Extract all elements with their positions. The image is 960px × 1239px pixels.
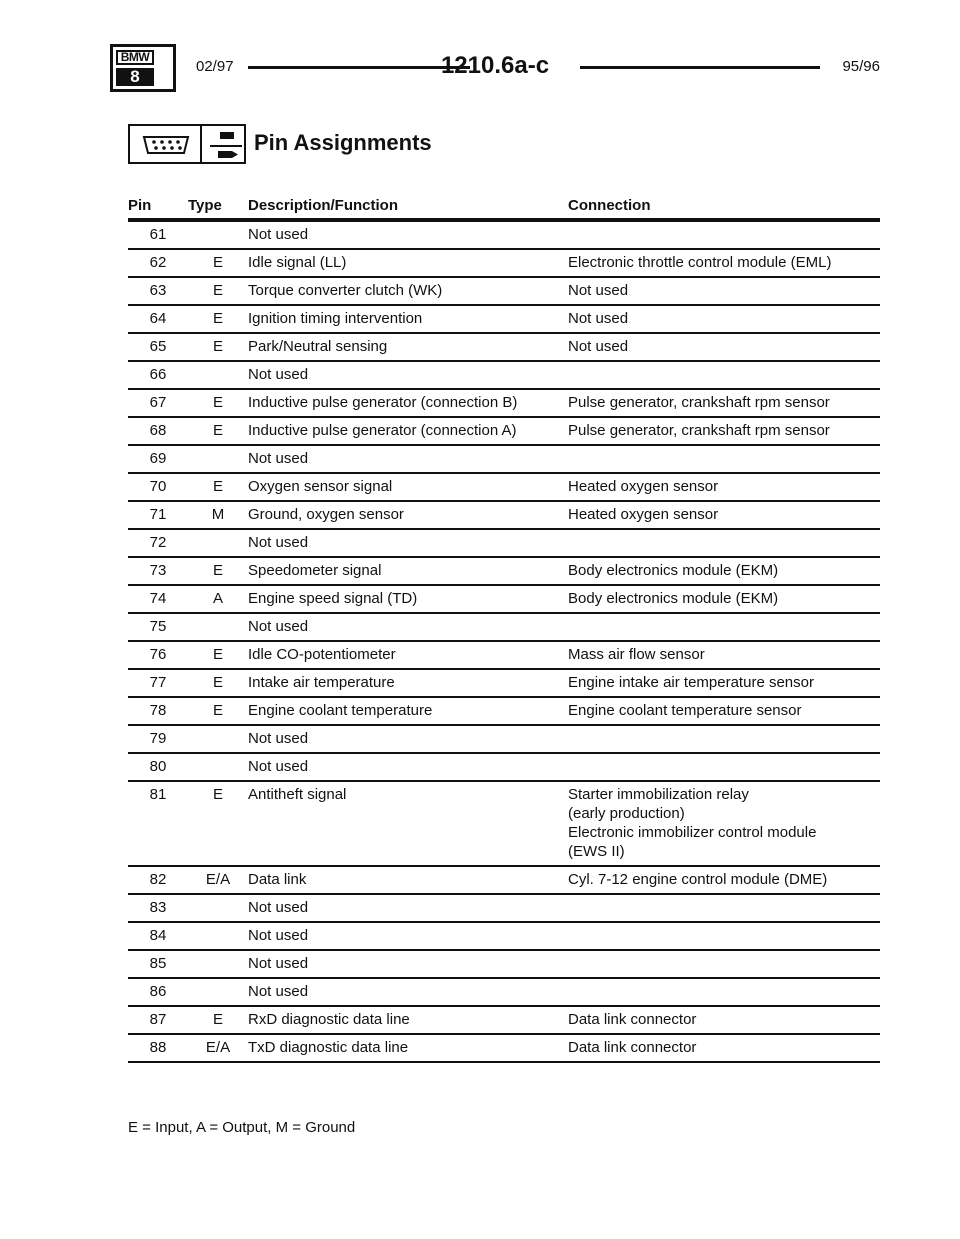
cell-connection <box>568 277 880 305</box>
cell-connection <box>568 922 880 950</box>
cell-connection <box>568 305 880 333</box>
table-header-row <box>128 192 880 220</box>
connection-line: Heated oxygen sensor <box>568 506 719 523</box>
cell-connection <box>568 950 880 978</box>
table-row <box>128 585 880 613</box>
cell-pin: 88 <box>128 1034 188 1062</box>
table-row <box>128 417 880 445</box>
cell-type: E <box>188 389 248 417</box>
cell-description: Not used <box>248 361 568 389</box>
table-row <box>128 557 880 585</box>
cell-pin: 68 <box>128 417 188 445</box>
cell-description: Not used <box>248 725 568 753</box>
cell-type <box>188 950 248 978</box>
table-row <box>128 950 880 978</box>
cell-pin: 67 <box>128 389 188 417</box>
connection-line: Electronic throttle control module (EML) <box>568 254 832 271</box>
cell-pin: 72 <box>128 529 188 557</box>
connection-line: Engine intake air temperature sensor <box>568 674 814 691</box>
cell-pin: 75 <box>128 613 188 641</box>
cell-pin: 76 <box>128 641 188 669</box>
table-row <box>128 277 880 305</box>
cell-description: Engine speed signal (TD) <box>248 585 568 613</box>
table-row <box>128 894 880 922</box>
header-rule-right <box>580 66 820 69</box>
connection-line: Mass air flow sensor <box>568 646 705 663</box>
cell-type: E <box>188 277 248 305</box>
cell-connection <box>568 978 880 1006</box>
cell-pin: 62 <box>128 249 188 277</box>
cell-pin: 61 <box>128 220 188 249</box>
connection-line: Body electronics module (EKM) <box>568 590 779 607</box>
connection-line: Pulse generator, crankshaft rpm sensor <box>568 394 830 411</box>
table-body <box>128 220 880 1062</box>
cell-connection <box>568 697 880 725</box>
cell-type: A <box>188 585 248 613</box>
connector-icon <box>140 135 192 155</box>
table-row <box>128 669 880 697</box>
connection-line: Not used <box>568 338 629 355</box>
cell-connection <box>568 445 880 473</box>
connection-line: Data link connector <box>568 1011 697 1028</box>
cell-description: Antitheft signal <box>248 781 568 866</box>
cell-connection <box>568 249 880 277</box>
header-doc-code: 1210.6a-c <box>440 52 550 79</box>
section-title: Pin Assignments <box>254 130 432 155</box>
cell-description: Not used <box>248 894 568 922</box>
cell-description: Inductive pulse generator (connection A) <box>248 417 568 445</box>
type-legend: E = Input, A = Output, M = Ground <box>128 1119 356 1136</box>
cell-description: Data link <box>248 866 568 894</box>
cell-type <box>188 445 248 473</box>
connection-line: Not used <box>568 310 629 327</box>
table-row <box>128 1034 880 1062</box>
connection-line: Starter immobilization relay <box>568 786 749 803</box>
connection-line: Heated oxygen sensor <box>568 478 719 495</box>
cell-type: E <box>188 417 248 445</box>
cell-connection <box>568 585 880 613</box>
cell-pin: 63 <box>128 277 188 305</box>
cell-type <box>188 978 248 1006</box>
cell-type: E <box>188 473 248 501</box>
connection-line: Data link connector <box>568 1039 697 1056</box>
connection-line: Not used <box>568 282 629 299</box>
icon-divider <box>200 126 202 162</box>
table-row <box>128 641 880 669</box>
cell-type: E <box>188 781 248 866</box>
cell-connection <box>568 613 880 641</box>
cell-pin: 80 <box>128 753 188 781</box>
col-header-description: Description/Function <box>248 192 568 220</box>
col-header-type: Type <box>188 192 248 220</box>
cell-connection <box>568 220 880 249</box>
cell-pin: 79 <box>128 725 188 753</box>
cell-pin: 70 <box>128 473 188 501</box>
table-row <box>128 501 880 529</box>
cell-connection <box>568 389 880 417</box>
cell-connection <box>568 641 880 669</box>
cell-pin: 66 <box>128 361 188 389</box>
table-row <box>128 529 880 557</box>
table-row <box>128 220 880 249</box>
cell-connection <box>568 894 880 922</box>
cell-type <box>188 894 248 922</box>
cell-type: E <box>188 305 248 333</box>
section-icon-box <box>128 124 246 164</box>
cell-type <box>188 753 248 781</box>
logo-text-bmw: BMW <box>116 50 154 65</box>
page-header <box>110 44 880 92</box>
cell-type <box>188 529 248 557</box>
cell-type <box>188 922 248 950</box>
cell-type <box>188 613 248 641</box>
cell-connection <box>568 501 880 529</box>
connection-line: Engine coolant temperature sensor <box>568 702 802 719</box>
cell-connection <box>568 866 880 894</box>
table-row <box>128 473 880 501</box>
cell-description: Idle CO-potentiometer <box>248 641 568 669</box>
cell-pin: 82 <box>128 866 188 894</box>
cell-pin: 85 <box>128 950 188 978</box>
table-row <box>128 613 880 641</box>
cell-type: E <box>188 641 248 669</box>
cell-description: Inductive pulse generator (connection B) <box>248 389 568 417</box>
cell-pin: 65 <box>128 333 188 361</box>
cell-description: Not used <box>248 922 568 950</box>
col-header-pin: Pin <box>128 192 188 220</box>
connection-line: Cyl. 7-12 engine control module (DME) <box>568 871 828 888</box>
pin-assignment-table <box>128 192 880 1063</box>
cell-connection <box>568 529 880 557</box>
table-row <box>128 753 880 781</box>
cell-type <box>188 725 248 753</box>
cell-type: M <box>188 501 248 529</box>
table-row <box>128 1006 880 1034</box>
cell-pin: 69 <box>128 445 188 473</box>
cell-type: E <box>188 249 248 277</box>
cell-connection <box>568 361 880 389</box>
cell-description: Park/Neutral sensing <box>248 333 568 361</box>
table-row <box>128 725 880 753</box>
cell-description: Not used <box>248 950 568 978</box>
cell-description: Engine coolant temperature <box>248 697 568 725</box>
cell-connection <box>568 1034 880 1062</box>
cell-pin: 78 <box>128 697 188 725</box>
cell-type: E <box>188 557 248 585</box>
cell-type: E <box>188 333 248 361</box>
cell-description: Speedometer signal <box>248 557 568 585</box>
cell-connection <box>568 753 880 781</box>
cell-pin: 84 <box>128 922 188 950</box>
cell-type: E <box>188 669 248 697</box>
cell-pin: 73 <box>128 557 188 585</box>
bmw-8-logo <box>110 44 176 92</box>
connection-line: (EWS II) <box>568 843 625 860</box>
cell-description: Oxygen sensor signal <box>248 473 568 501</box>
cell-description: TxD diagnostic data line <box>248 1034 568 1062</box>
cell-description: Idle signal (LL) <box>248 249 568 277</box>
connection-line: (early production) <box>568 805 685 822</box>
cell-description: Not used <box>248 753 568 781</box>
cell-pin: 87 <box>128 1006 188 1034</box>
cell-pin: 81 <box>128 781 188 866</box>
table-row <box>128 305 880 333</box>
table-row <box>128 978 880 1006</box>
cell-connection <box>568 669 880 697</box>
cell-description: RxD diagnostic data line <box>248 1006 568 1034</box>
cell-description: Ground, oxygen sensor <box>248 501 568 529</box>
cell-description: Ignition timing intervention <box>248 305 568 333</box>
logo-text-8: 8 <box>116 68 154 86</box>
cell-type <box>188 361 248 389</box>
cell-description: Not used <box>248 220 568 249</box>
connection-line: Pulse generator, crankshaft rpm sensor <box>568 422 830 439</box>
table-row <box>128 697 880 725</box>
table-row <box>128 781 880 866</box>
cell-description: Not used <box>248 613 568 641</box>
header-date: 02/97 <box>196 58 234 75</box>
cell-pin: 86 <box>128 978 188 1006</box>
table-row <box>128 249 880 277</box>
table-row <box>128 389 880 417</box>
table-row <box>128 922 880 950</box>
header-rule-left <box>248 66 470 69</box>
cell-description: Not used <box>248 529 568 557</box>
cell-type: E <box>188 697 248 725</box>
cell-description: Torque converter clutch (WK) <box>248 277 568 305</box>
cell-pin: 71 <box>128 501 188 529</box>
cell-pin: 64 <box>128 305 188 333</box>
cell-type <box>188 220 248 249</box>
cell-connection <box>568 557 880 585</box>
cell-type: E <box>188 1006 248 1034</box>
cell-connection <box>568 333 880 361</box>
cell-connection <box>568 417 880 445</box>
cell-pin: 74 <box>128 585 188 613</box>
cell-connection <box>568 725 880 753</box>
cell-type: E/A <box>188 1034 248 1062</box>
cell-pin: 83 <box>128 894 188 922</box>
cell-description: Not used <box>248 445 568 473</box>
col-header-connection: Connection <box>568 192 880 220</box>
cell-pin: 77 <box>128 669 188 697</box>
cell-type: E/A <box>188 866 248 894</box>
table-row <box>128 333 880 361</box>
cell-connection <box>568 473 880 501</box>
cell-description: Not used <box>248 978 568 1006</box>
table-row <box>128 866 880 894</box>
cell-connection <box>568 781 880 866</box>
connection-line: Electronic immobilizer control module <box>568 824 817 841</box>
pin-assignment-icon <box>210 130 242 162</box>
table-row <box>128 361 880 389</box>
cell-connection <box>568 1006 880 1034</box>
header-model-years: 95/96 <box>842 58 880 75</box>
table-row <box>128 445 880 473</box>
connection-line: Body electronics module (EKM) <box>568 562 779 579</box>
section-title-row <box>128 124 728 164</box>
cell-description: Intake air temperature <box>248 669 568 697</box>
